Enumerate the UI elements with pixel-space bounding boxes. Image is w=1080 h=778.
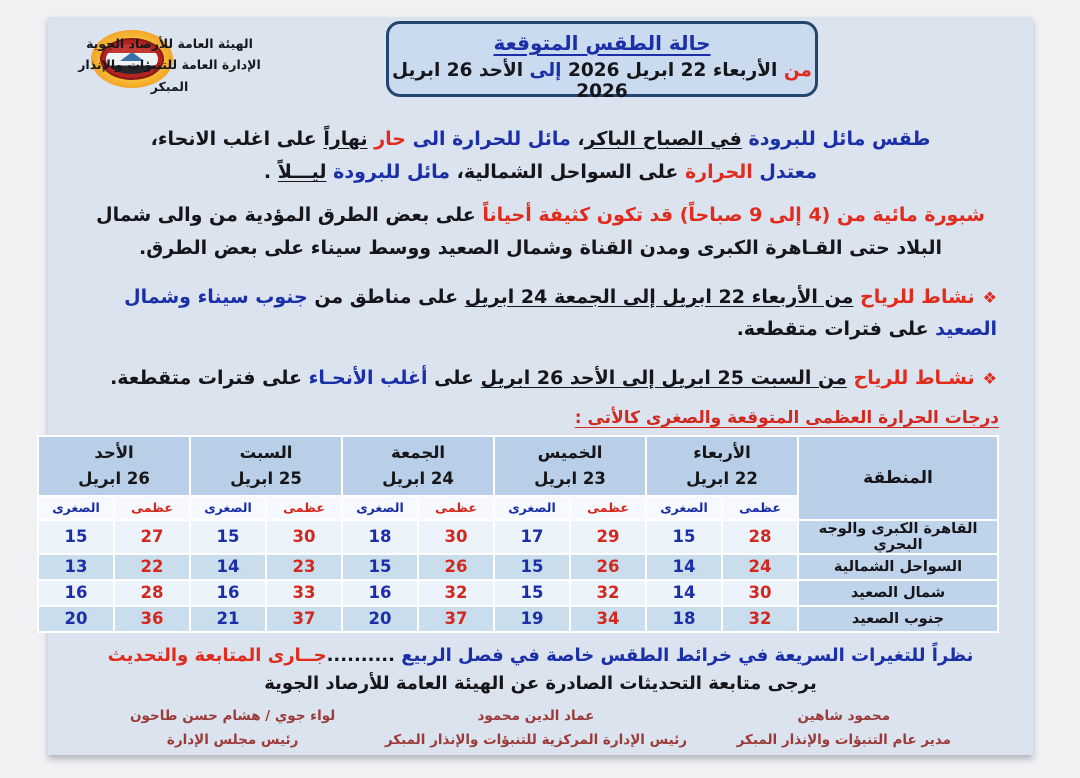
min-temp-day3: 16 [190, 580, 266, 606]
region-name: السواحل الشمالية [798, 554, 998, 580]
wind-phrase: جنوب سيناء وشمال الصعيد [124, 285, 997, 341]
day-header-2: الجمعة 24 ابريل [342, 436, 494, 496]
day-header-1: الخميس 23 ابريل [494, 436, 646, 496]
date-to-word: إلى [523, 60, 562, 81]
date-from-word: من [777, 60, 812, 81]
weather-phrase: . [263, 160, 278, 183]
max-temp-day2: 32 [418, 580, 494, 606]
max-label-0: عظمى [722, 496, 798, 520]
weather-phrase: على السواحل الشمالية، [450, 160, 679, 183]
max-temp-day3: 23 [266, 554, 342, 580]
min-label-4: الصغرى [38, 496, 114, 520]
monitoring-note [82, 642, 999, 670]
fog-phrase: شبورة مائية من (4 إلى 9 صباحاً) قد تكون كثيفة أحياناً [475, 204, 985, 227]
day-header-4: الأحد 26 ابريل [38, 436, 190, 496]
max-temp-day2: 26 [418, 554, 494, 580]
max-temp-day1: 29 [570, 520, 646, 554]
max-temp-day0: 30 [722, 580, 798, 606]
weather-phrase: ، [570, 128, 585, 150]
max-temp-day4: 28 [114, 580, 190, 606]
fog-warning-paragraph [82, 199, 999, 264]
wind-phrase: نشـاط للرياح [846, 367, 975, 390]
organization-line2: الإدارة العامة للتنبؤات والإنذار المبكر [78, 57, 261, 94]
min-temp-day4: 20 [38, 606, 114, 632]
max-temp-day4: 22 [114, 554, 190, 580]
region-name: شمال الصعيد [798, 580, 998, 606]
min-temp-day2: 20 [342, 606, 418, 632]
wind-phrase: على فترات متقطعة. [736, 318, 936, 341]
min-label-2: الصغرى [342, 496, 418, 520]
diamond-bullet-icon: ❖ [982, 287, 997, 307]
max-label-3: عظمى [266, 496, 342, 520]
weather-phrase: مائل للبرودة [326, 160, 450, 183]
organization-name [62, 33, 277, 97]
day-header-3: السبت 25 ابريل [190, 436, 342, 496]
min-label-0: الصغرى [646, 496, 722, 520]
min-temp-day0: 15 [646, 520, 722, 554]
weather-phrase: معتدل [752, 160, 818, 183]
temperature-table-title-row [82, 408, 999, 428]
signatory-title: رئيس مجلس الإدارة [166, 732, 299, 749]
title-box [386, 21, 818, 102]
max-temp-day4: 27 [114, 520, 190, 554]
max-label-4: عظمى [114, 496, 190, 520]
bulletin-content [48, 119, 1033, 753]
min-temp-day3: 21 [190, 606, 266, 632]
min-label-1: الصغرى [494, 496, 570, 520]
wind-phrase: من الأربعاء 22 ابريل إلى الجمعة 24 ابريل [464, 285, 854, 308]
min-temp-day2: 16 [342, 580, 418, 606]
min-temp-day4: 16 [38, 580, 114, 606]
min-temp-day0: 14 [646, 580, 722, 606]
weather-phrase: حار [367, 128, 406, 150]
note-dots: .......... [326, 644, 395, 666]
signatory-title: مدير عام التنبؤات والإنذار المبكر [736, 732, 951, 749]
weather-phrase: نهاراً [323, 128, 368, 150]
temperature-table-title: درجات الحرارة العظمى المتوقعة والصغرى كالأتى : [574, 407, 999, 428]
bulletin-page [48, 17, 1033, 755]
signature-block [737, 705, 951, 752]
fog-phrase: على بعض الطرق المؤدية من والى شمال البلاد حتى القـاهرة الكبرى ومدن القناة وشمال الصعيد ووسط سيناء على بعض الطرق. [96, 204, 942, 260]
diamond-bullet-icon: ❖ [982, 369, 997, 389]
weather-phrase: في الصباح الباكر [584, 128, 742, 150]
day-header-0: الأربعاء 22 ابريل [646, 436, 798, 496]
wind-phrase: أغلب الأنحـاء [308, 367, 428, 390]
max-temp-day3: 30 [266, 520, 342, 554]
wind-phrase: نشاط للرياح [853, 285, 975, 308]
max-temp-day3: 37 [266, 606, 342, 632]
max-label-1: عظمى [570, 496, 646, 520]
min-temp-day2: 18 [342, 520, 418, 554]
wind-activity-bullet-2 [82, 362, 999, 395]
table-day-header-row [38, 436, 998, 496]
weather-phrase: ليـــلاً [277, 160, 327, 183]
general-weather-paragraph [82, 123, 999, 188]
table-row [38, 554, 998, 580]
max-label-2: عظمى [418, 496, 494, 520]
wind-phrase: على فترات متقطعة. [110, 367, 309, 390]
min-temp-day1: 19 [494, 606, 570, 632]
signatory-name: لواء جوي / هشام حسن طاحون [130, 708, 336, 725]
table-row [38, 580, 998, 606]
signature-block [130, 705, 335, 752]
max-temp-day0: 32 [722, 606, 798, 632]
signatory-name: محمود شاهين [797, 708, 891, 725]
max-temp-day1: 32 [570, 580, 646, 606]
min-temp-day4: 13 [38, 554, 114, 580]
organization-line1: الهيئة العامة للأرصاد الجوية [86, 36, 253, 51]
signature-block [385, 705, 687, 752]
min-temp-day3: 14 [190, 554, 266, 580]
max-temp-day2: 30 [418, 520, 494, 554]
max-temp-day3: 33 [266, 580, 342, 606]
min-temp-day1: 15 [494, 580, 570, 606]
forecast-date-range [389, 60, 815, 102]
max-temp-day1: 34 [570, 606, 646, 632]
weather-phrase: مائل للحرارة الى [405, 128, 571, 150]
max-temp-day0: 24 [722, 554, 798, 580]
region-name: القاهرة الكبرى والوجه البحري [798, 520, 998, 554]
min-temp-day0: 18 [646, 606, 722, 632]
temperature-forecast-table [37, 435, 999, 633]
wind-phrase: على مناطق من [307, 285, 465, 308]
wind-activity-bullet-1 [82, 281, 999, 346]
max-temp-day0: 28 [722, 520, 798, 554]
table-row [38, 520, 998, 554]
page-title: حالة الطقس المتوقعة [493, 31, 711, 55]
date-start: الأربعاء 22 ابريل 2026 [561, 60, 778, 81]
signatory-title: رئيس الإدارة المركزية للتنبؤات والإنذار المبكر [384, 732, 688, 749]
wind-phrase: من السبت 25 ابريل إلى الأحد 26 ابريل [480, 367, 847, 390]
min-temp-day1: 15 [494, 554, 570, 580]
weather-phrase: الحرارة [678, 160, 753, 183]
min-temp-day0: 14 [646, 554, 722, 580]
note-phrase: جــارى المتابعة والتحديث [107, 644, 327, 666]
signature-footer [82, 705, 999, 752]
date-end: الأحد 26 ابريل 2026 [392, 60, 628, 102]
weather-phrase: طقس مائل للبرودة [741, 128, 931, 150]
max-temp-day2: 37 [418, 606, 494, 632]
min-temp-day2: 15 [342, 554, 418, 580]
min-temp-day4: 15 [38, 520, 114, 554]
wind-phrase: على [427, 367, 481, 390]
min-label-3: الصغرى [190, 496, 266, 520]
follow-updates-note: يرجى متابعة التحديثات الصادرة عن الهيئة العامة للأرصاد الجوية [264, 672, 817, 694]
region-column-header: المنطقة [798, 436, 998, 520]
max-temp-day1: 26 [570, 554, 646, 580]
note-phrase: نظراً للتغيرات السريعة في خرائط الطقس خاصة في فصل الربيع [394, 644, 974, 666]
table-row [38, 606, 998, 632]
min-temp-day3: 15 [190, 520, 266, 554]
closing-notes [82, 642, 999, 698]
region-name: جنوب الصعيد [798, 606, 998, 632]
min-temp-day1: 17 [494, 520, 570, 554]
signatory-name: عماد الدين محمود [477, 708, 595, 725]
weather-phrase: على اغلب الانحاء، [150, 128, 324, 150]
max-temp-day4: 36 [114, 606, 190, 632]
